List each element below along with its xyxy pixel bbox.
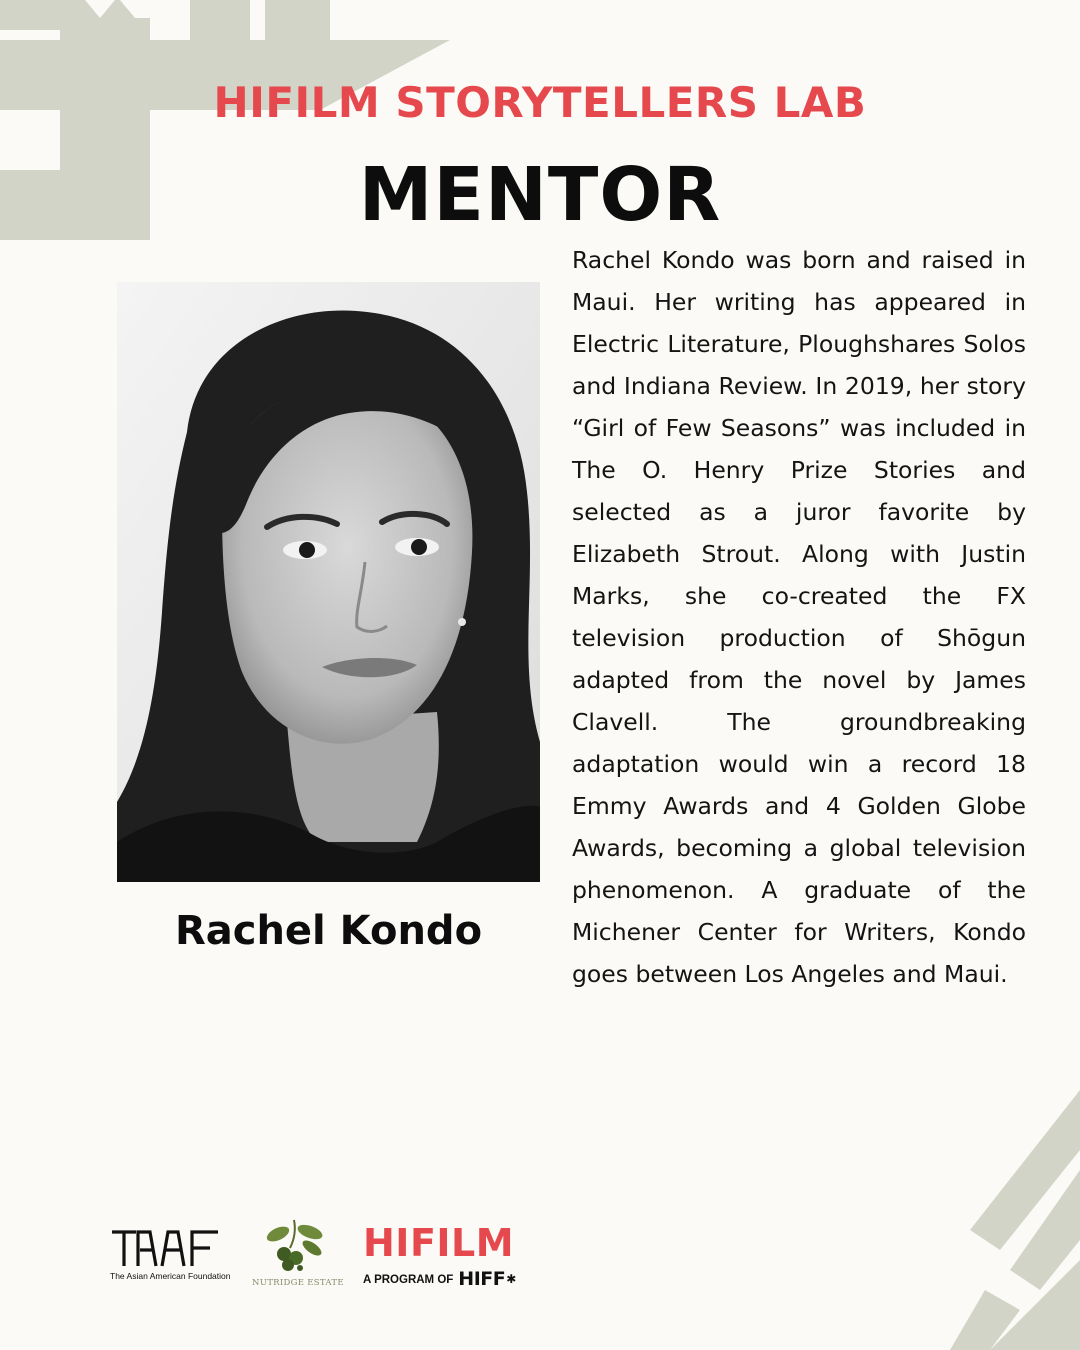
- sponsor-logos: [110, 1218, 550, 1298]
- program-title: HIFILM STORYTELLERS LAB: [213, 78, 867, 127]
- nutridge-estate-logo: [252, 1218, 344, 1288]
- hifilm-logo: [363, 1222, 543, 1289]
- mentor-name: Rachel Kondo: [174, 908, 483, 954]
- nutridge-caption: NUTRIDGE ESTATE: [252, 1278, 344, 1288]
- hiff-wordmark: [458, 1270, 516, 1289]
- taaf-mark-icon: [110, 1228, 222, 1268]
- taaf-caption: The Asian American Foundation: [110, 1271, 231, 1281]
- taaf-logo: [110, 1228, 235, 1281]
- hiff-text: HIFF: [458, 1268, 506, 1290]
- decorative-lattice-bottom-right: [930, 1090, 1080, 1350]
- hifilm-program-line: [363, 1270, 543, 1289]
- macadamia-branch-icon: [264, 1218, 326, 1272]
- hifilm-wordmark: HIFILM: [363, 1221, 515, 1265]
- program-of-label: A PROGRAM OF: [363, 1273, 454, 1286]
- mentor-bio: Rachel Kondo was born and raised in Maui. Her writing has appeared in Electric Literature, Ploughshares Solos and Indiana Review. In 2019, her story “Girl of Few Seasons” was included in The O. Henry Prize Stories and selected as a juror favorite by Elizabeth Strout. Along with Justin Marks, she co-created the FX television production of Shōgun adapted from the novel by James Clavell. The groundbreaking adaptation would win a record 18 Emmy Awards and 4 Golden Globe Awards, becoming a global television phenomenon. A graduate of the Michener Center for Writers, Kondo goes between Los Angeles and Maui.: [572, 246, 1026, 988]
- star-icon: ✱: [506, 1272, 516, 1286]
- role-title: MENTOR: [358, 152, 722, 238]
- mentor-portrait: [117, 282, 540, 882]
